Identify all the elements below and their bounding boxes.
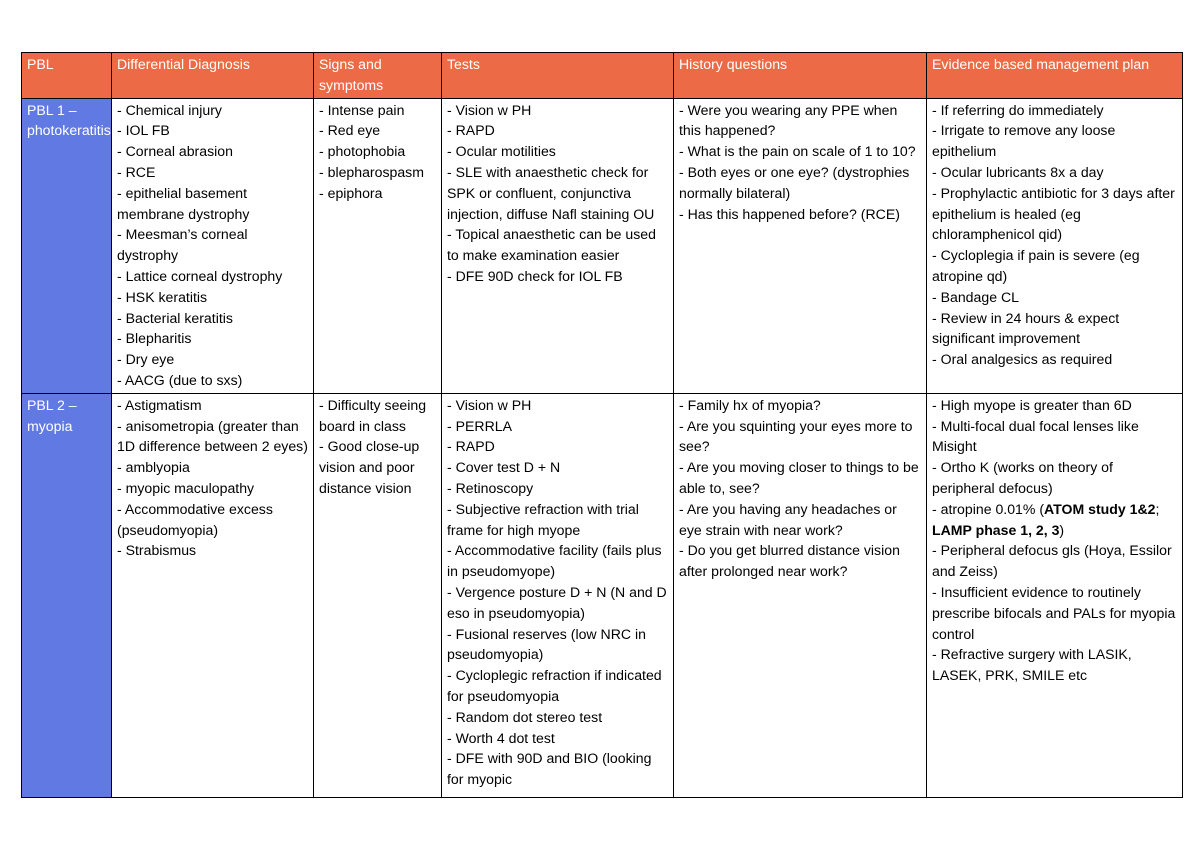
- history-cell: [674, 98, 927, 393]
- list-item: - Peripheral defocus gls (Hoya, Essilor and Zeiss): [932, 542, 1172, 580]
- list-item: - High myope is greater than 6D: [932, 396, 1132, 413]
- list-item: - Insufficient evidence to routinely prescribe bifocals and PALs for myopia control: [932, 583, 1176, 642]
- header-pbl: PBL: [22, 53, 112, 99]
- list-item: - Meesman’s corneal dystrophy: [117, 226, 248, 264]
- list-item: - amblyopia: [117, 459, 190, 476]
- list-item: - DFE 90D check for IOL FB: [447, 267, 623, 284]
- list-item: - Good close-up vision and poor distance vision: [319, 438, 420, 496]
- list-item: - Oral analgesics as required: [932, 351, 1113, 368]
- list-item: - Family hx of myopia?: [679, 396, 821, 413]
- header-tests: Tests: [442, 53, 674, 99]
- list-item: - Corneal abrasion: [117, 143, 233, 160]
- list-item: - Bandage CL: [932, 288, 1019, 305]
- row-label: PBL 1 – photokeratitis: [22, 98, 112, 393]
- list-item: - Accommodative excess (pseudomyopia): [117, 500, 273, 538]
- pbl-table: [21, 52, 1183, 798]
- list-item: - Accommodative facility (fails plus in pseudomyope): [447, 542, 662, 580]
- list-item: - Multi-focal dual focal lenses like Misight: [932, 417, 1139, 455]
- row-label: PBL 2 – myopia: [22, 393, 112, 797]
- list-item: - Intense pain: [319, 101, 405, 118]
- list-item: - DFE with 90D and BIO (looking for myopic: [447, 750, 652, 788]
- list-item: - Dry eye: [117, 351, 175, 368]
- list-item: - Ocular motilities: [447, 143, 556, 160]
- list-item: - Are you moving closer to things to be able to, see?: [679, 459, 919, 496]
- list-item: - If referring do immediately: [932, 101, 1104, 118]
- list-item: - Chemical injury: [117, 101, 222, 118]
- list-item: - HSK keratitis: [117, 288, 208, 305]
- list-item: - Blepharitis: [117, 330, 192, 347]
- list-item: - RCE: [117, 163, 156, 180]
- atropine-text: - atropine 0.01% (: [932, 500, 1045, 517]
- list-item: - Bacterial keratitis: [117, 309, 233, 326]
- management-cell: [927, 393, 1183, 797]
- header-differential-diagnosis: Differential Diagnosis: [112, 53, 314, 99]
- list-item: - Random dot stereo test: [447, 708, 603, 725]
- list-item: - RAPD: [447, 122, 495, 139]
- list-item: - Review in 24 hours & expect significant improvement: [932, 309, 1120, 347]
- list-item: - What is the pain on scale of 1 to 10?: [679, 143, 916, 160]
- close-paren-text: ): [1059, 521, 1065, 538]
- tests-cell: [442, 98, 674, 393]
- list-item: - myopic maculopathy: [117, 479, 255, 496]
- list-item: - Vision w PH: [447, 396, 532, 413]
- list-item: - Prophylactic antibiotic for 3 days after epithelium is healed (eg chloramphenicol qid): [932, 184, 1175, 243]
- history-cell: [674, 393, 927, 797]
- list-item: - IOL FB: [117, 122, 170, 139]
- list-item: - Topical anaesthetic can be used to make examination easier: [447, 226, 656, 264]
- list-item: - Cycloplegic refraction if indicated for pseudomyopia: [447, 667, 662, 704]
- list-item: - Cycloplegia if pain is severe (eg atropine qd): [932, 247, 1140, 284]
- header-management-plan: Evidence based management plan: [927, 53, 1183, 99]
- list-item: - Difficulty seeing board in class: [319, 396, 427, 434]
- atom-study-ref: ATOM study 1&2: [1044, 500, 1156, 517]
- list-item: - blepharospasm: [319, 163, 424, 180]
- list-item: - photophobia: [319, 143, 406, 160]
- header-signs-and-symptoms: Signs and symptoms: [314, 53, 442, 99]
- separator-text: ;: [1155, 500, 1160, 517]
- list-item-atropine: [932, 499, 1178, 541]
- list-item: - Ortho K (works on theory of peripheral defocus): [932, 459, 1113, 496]
- list-item: - PERRLA: [447, 417, 513, 434]
- tests-cell: [442, 393, 674, 797]
- table-row: [22, 98, 1183, 393]
- differential-cell: [112, 393, 314, 797]
- list-item: - Cover test D + N: [447, 459, 561, 476]
- header-history-questions: History questions: [674, 53, 927, 99]
- signs-cell: [314, 393, 442, 797]
- list-item: - Retinoscopy: [447, 479, 534, 496]
- list-item: - Has this happened before? (RCE): [679, 205, 900, 222]
- management-cell: [927, 98, 1183, 393]
- list-item: - Irrigate to remove any loose epithelium: [932, 122, 1116, 160]
- list-item: - Subjective refraction with trial frame for high myope: [447, 500, 639, 538]
- list-item: - Are you squinting your eyes more to see?: [679, 417, 913, 455]
- list-item: - Do you get blurred distance vision after prolonged near work?: [679, 542, 900, 580]
- list-item: - epiphora: [319, 184, 383, 201]
- list-item: - Both eyes or one eye? (dystrophies normally bilateral): [679, 163, 910, 201]
- list-item: - Red eye: [319, 122, 381, 139]
- list-item: - SLE with anaesthetic check for SPK or confluent, conjunctiva injection, diffuse Nafl staining OU: [447, 163, 655, 222]
- list-item: - Ocular lubricants 8x a day: [932, 163, 1104, 180]
- table-row: [22, 393, 1183, 797]
- list-item: - anisometropia (greater than 1D difference between 2 eyes): [117, 417, 308, 455]
- list-item: - Strabismus: [117, 542, 197, 559]
- list-item: - AACG (due to sxs): [117, 371, 243, 388]
- list-item: - epithelial basement membrane dystrophy: [117, 184, 250, 222]
- list-item: - Lattice corneal dystrophy: [117, 267, 283, 284]
- list-item: - Refractive surgery with LASIK, LASEK, PRK, SMILE etc: [932, 646, 1132, 684]
- list-item: - Worth 4 dot test: [447, 729, 555, 746]
- list-item: - RAPD: [447, 438, 495, 455]
- list-item: - Vision w PH: [447, 101, 532, 118]
- list-item: - Fusional reserves (low NRC in pseudomyopia): [447, 625, 646, 663]
- list-item: - Are you having any headaches or eye strain with near work?: [679, 500, 897, 538]
- list-item: - Vergence posture D + N (N and D eso in pseudomyopia): [447, 583, 667, 621]
- list-item: - Were you wearing any PPE when this happened?: [679, 101, 898, 139]
- lamp-study-ref: LAMP phase 1, 2, 3: [932, 521, 1060, 538]
- list-item: - Astigmatism: [117, 396, 202, 413]
- header-row: [22, 53, 1183, 99]
- signs-cell: [314, 98, 442, 393]
- differential-cell: [112, 98, 314, 393]
